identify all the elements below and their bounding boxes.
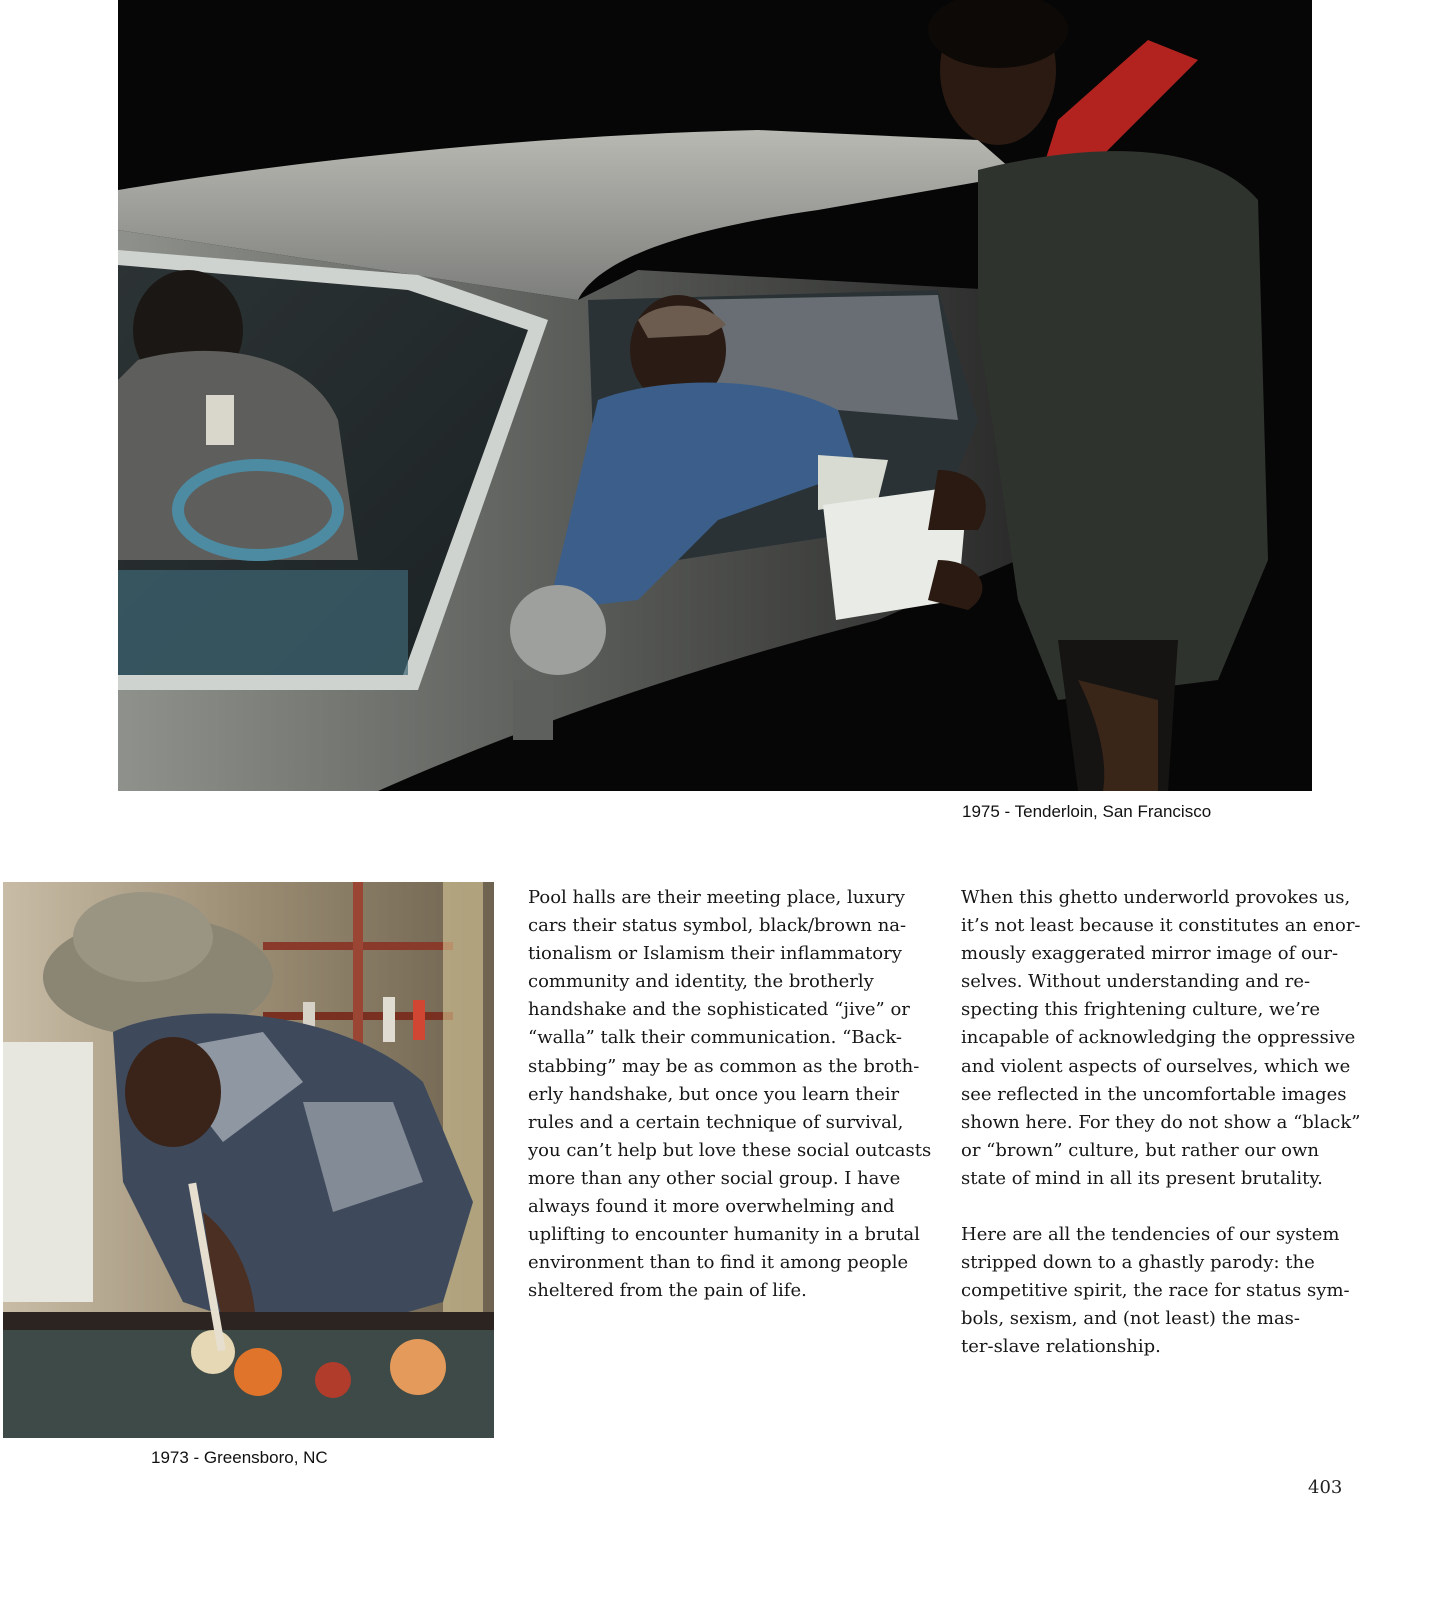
text-line: community and identity, the brotherly bbox=[528, 971, 874, 993]
photo-greensboro bbox=[3, 882, 494, 1438]
text-line: it’s not least because it constitutes an enor- bbox=[961, 915, 1361, 937]
text-line: more than any other social group. I have bbox=[528, 1167, 901, 1189]
text-line: shown here. For they do not show a “black” bbox=[961, 1111, 1361, 1133]
paragraph-tendencies bbox=[961, 1221, 1361, 1361]
text-line: see reflected in the uncomfortable images bbox=[961, 1083, 1347, 1105]
paragraph-ghetto-underworld bbox=[961, 884, 1361, 1193]
paragraph-gap bbox=[961, 1193, 1361, 1221]
text-line: stabbing” may be as common as the broth- bbox=[528, 1055, 920, 1077]
text-line: and violent aspects of ourselves, which we bbox=[961, 1055, 1351, 1077]
text-line: environment than to find it among people bbox=[528, 1252, 909, 1274]
text-line: selves. Without understanding and re- bbox=[961, 971, 1311, 993]
text-line: you can’t help but love these social outcasts bbox=[528, 1139, 932, 1161]
text-line: ter-slave relationship. bbox=[961, 1336, 1161, 1358]
text-column-left bbox=[528, 884, 938, 1305]
text-line: handshake and the sophisticated “jive” or bbox=[528, 999, 910, 1021]
text-line: Here are all the tendencies of our system bbox=[961, 1224, 1340, 1246]
text-line: “walla” talk their communication. “Back- bbox=[528, 1027, 903, 1049]
text-line: erly handshake, but once you learn their bbox=[528, 1083, 900, 1105]
photo-tenderloin bbox=[118, 0, 1312, 791]
text-line: specting this frightening culture, we’re bbox=[961, 999, 1321, 1021]
text-line: incapable of acknowledging the oppressive bbox=[961, 1027, 1356, 1049]
text-line: sheltered from the pain of life. bbox=[528, 1280, 807, 1302]
photo-caption-tenderloin: 1975 - Tenderloin, San Francisco bbox=[962, 802, 1212, 821]
text-line: competitive spirit, the race for status sym- bbox=[961, 1280, 1350, 1302]
text-column-right bbox=[961, 884, 1361, 1362]
text-line: rules and a certain technique of survival, bbox=[528, 1111, 904, 1133]
photo-caption-greensboro: 1973 - Greensboro, NC bbox=[151, 1448, 328, 1467]
text-line: always found it more overwhelming and bbox=[528, 1196, 895, 1218]
page-number: 403 bbox=[1308, 1477, 1343, 1498]
text-line: Pool halls are their meeting place, luxury bbox=[528, 887, 905, 908]
text-line: bols, sexism, and (not least) the mas- bbox=[961, 1308, 1300, 1330]
text-line: stripped down to a ghastly parody: the bbox=[961, 1252, 1315, 1274]
text-line: mously exaggerated mirror image of our- bbox=[961, 943, 1339, 965]
text-line: tionalism or Islamism their inflammatory bbox=[528, 943, 902, 965]
text-line: uplifting to encounter humanity in a brutal bbox=[528, 1224, 920, 1246]
paragraph-pool-halls bbox=[528, 884, 938, 1305]
text-line: state of mind in all its present brutality. bbox=[961, 1167, 1323, 1189]
text-line: cars their status symbol, black/brown na- bbox=[528, 915, 907, 937]
text-line: or “brown” culture, but rather our own bbox=[961, 1139, 1320, 1161]
text-line: When this ghetto underworld provokes us, bbox=[961, 887, 1351, 908]
